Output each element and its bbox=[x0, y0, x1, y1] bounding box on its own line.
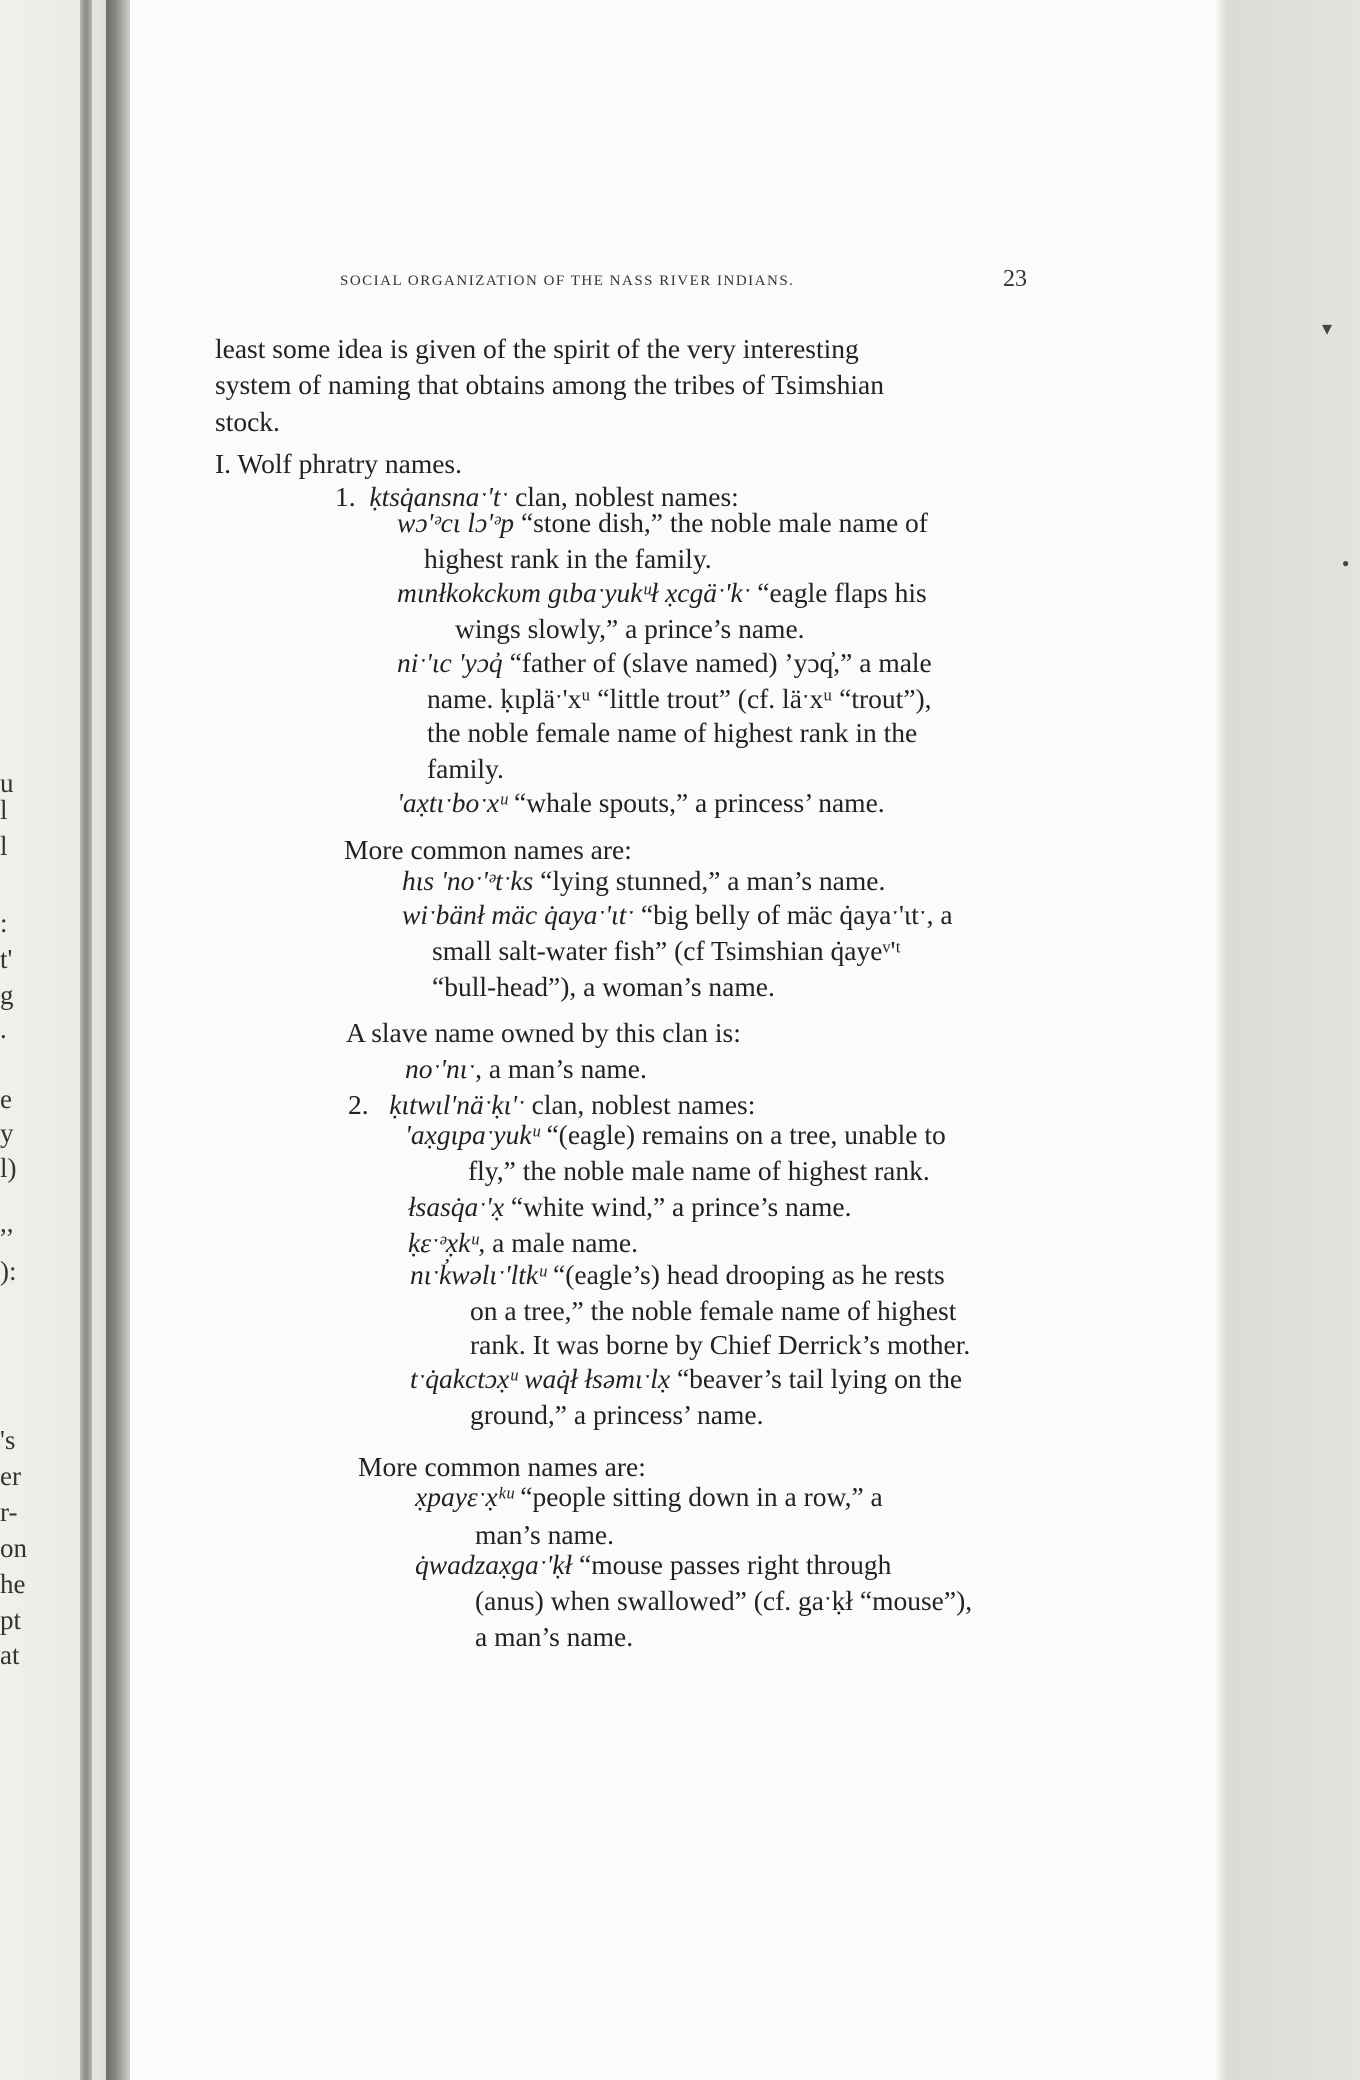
gloss-continuation: wings slowly,” a prince’s name. bbox=[455, 613, 805, 644]
clan-heading bbox=[348, 1088, 755, 1122]
name-entry bbox=[408, 1190, 851, 1224]
edge-tab-mark: ▾ bbox=[1322, 318, 1333, 340]
gloss-continuation: name. ḳιpläˑ'xᵘ “little trout” (cf. läˑxᵘ “trout”), bbox=[427, 683, 932, 714]
left-page-fragment: he bbox=[0, 1569, 26, 1599]
subheading: More common names are: bbox=[344, 834, 632, 865]
gloss-continuation: man’s name. bbox=[475, 1519, 614, 1550]
left-page-fragment: u bbox=[0, 768, 14, 798]
left-page-fragment: l) bbox=[0, 1153, 17, 1183]
left-page-fragment: t' bbox=[0, 944, 13, 974]
clan-heading-text: clan, noblest names: bbox=[508, 481, 739, 512]
native-term: 'ax̣tιˑboˑxᵘ bbox=[397, 787, 508, 818]
gloss-continuation: (anus) when swallowed” (cf. gaˑḳł “mouse”), bbox=[475, 1585, 973, 1616]
native-term: wɔ'ᵊcι lɔ'ᵊp bbox=[397, 507, 515, 538]
subheading: A slave name owned by this clan is: bbox=[346, 1017, 741, 1048]
name-entry bbox=[415, 1480, 883, 1514]
right-page-edge bbox=[1229, 0, 1360, 2080]
clan-number: 1. bbox=[335, 481, 356, 512]
gloss: “(eagle’s) head drooping as he rests bbox=[546, 1259, 945, 1290]
left-page-fragment: l bbox=[0, 831, 8, 861]
gloss: “(eagle) remains on a tree, unable to bbox=[539, 1119, 946, 1150]
native-term: łsasq̇aˑ'x̣ bbox=[408, 1191, 505, 1222]
gloss-continuation: small salt-water fish” (cf Tsimshian q̇ayeᵛ'ᵗ bbox=[432, 935, 901, 966]
left-page-fragment: ): bbox=[0, 1256, 17, 1286]
running-head: SOCIAL ORGANIZATION OF THE NASS RIVER INDIANS. bbox=[340, 273, 795, 289]
intro-line: least some idea is given of the spirit of the very interesting bbox=[215, 333, 859, 364]
gloss: “eagle flaps his bbox=[750, 577, 927, 608]
left-page-fragment: : bbox=[0, 908, 8, 938]
gloss-continuation: family. bbox=[427, 753, 504, 784]
book-gutter bbox=[106, 0, 130, 2080]
page-edge-shadow bbox=[1215, 0, 1229, 2080]
gloss: , a man’s name. bbox=[475, 1053, 647, 1084]
page-number: 23 bbox=[1003, 266, 1027, 292]
name-entry bbox=[397, 576, 927, 610]
native-term: mιnłkokckυm gιbaˑyukᵘł x̣cgäˑ'kˑ bbox=[397, 577, 751, 608]
left-page-fragment: 's bbox=[0, 1425, 16, 1455]
native-term: x̣payεˑx̣ᵏᵘ bbox=[415, 1481, 514, 1512]
native-term: wiˑbänł mäc q̇ayaˑ'ιtˑ bbox=[402, 899, 634, 930]
native-term: nιˑk̓wəlιˑ'ltkᵘ bbox=[410, 1259, 547, 1290]
clan-name: ḳιtwιl'näˑḳι'ˑ bbox=[389, 1089, 525, 1120]
left-page-fragment: ,, bbox=[0, 1208, 14, 1238]
name-entry bbox=[402, 864, 885, 898]
gloss: “stone dish,” the noble male name of bbox=[514, 507, 928, 538]
gloss-continuation: highest rank in the family. bbox=[424, 543, 712, 574]
intro-line: stock. bbox=[215, 406, 280, 437]
left-page-fragment: . bbox=[0, 1014, 7, 1044]
gloss: “whale spouts,” a princess’ name. bbox=[507, 787, 885, 818]
name-entry bbox=[397, 646, 932, 680]
gloss-continuation: the noble female name of highest rank in the bbox=[427, 717, 918, 748]
clan-number: 2. bbox=[348, 1089, 369, 1120]
left-page-fragment: at bbox=[0, 1640, 20, 1670]
gloss-continuation: “bull-head”), a woman’s name. bbox=[432, 971, 775, 1002]
gloss: “people sitting down in a row,” a bbox=[513, 1481, 883, 1512]
gloss: “mouse passes right through bbox=[572, 1549, 892, 1580]
name-entry bbox=[405, 1118, 946, 1152]
gloss-continuation: on a tree,” the noble female name of highest bbox=[470, 1295, 957, 1326]
gloss: “father of (slave named) ’yɔq̓,” a male bbox=[502, 647, 932, 678]
gloss: “white wind,” a prince’s name. bbox=[504, 1191, 852, 1222]
left-page-fragment: r- bbox=[0, 1497, 18, 1527]
native-term: noˑ'nιˑ bbox=[405, 1053, 476, 1084]
left-page-spine bbox=[80, 0, 92, 2080]
clan-name: ḳtsq̇ansnaˑ'tˑ bbox=[369, 481, 509, 512]
gloss: “beaver’s tail lying on the bbox=[670, 1363, 963, 1394]
native-term: tˑq̇akctɔx̣ᵘ waq̇ł łsəmιˑlx̣ bbox=[410, 1363, 671, 1394]
left-page-fragment: on bbox=[0, 1533, 27, 1563]
gloss-continuation: ground,” a princess’ name. bbox=[470, 1399, 764, 1430]
left-page-fragment: pt bbox=[0, 1605, 22, 1635]
name-entry bbox=[397, 506, 928, 540]
intro-line: system of naming that obtains among the tribes of Tsimshian bbox=[215, 369, 884, 400]
left-page-fragment: e bbox=[0, 1084, 12, 1114]
edge-dot-mark: ● bbox=[1342, 556, 1350, 570]
left-page-fragment: g bbox=[0, 980, 14, 1010]
clan-heading-text: clan, noblest names: bbox=[524, 1089, 756, 1120]
name-entry bbox=[410, 1362, 962, 1396]
name-entry bbox=[405, 1052, 647, 1086]
gloss: “lying stunned,” a man’s name. bbox=[533, 865, 886, 896]
gloss-continuation: fly,” the noble male name of highest rank. bbox=[468, 1155, 930, 1186]
native-term: 'ax̣gιpaˑyukᵘ bbox=[405, 1119, 540, 1150]
gloss: , a male name. bbox=[478, 1227, 638, 1258]
native-term: ḳεˑᵊx̣kᵘ bbox=[408, 1227, 479, 1258]
native-term: hιs 'noˑ'ᵊtˑks bbox=[402, 865, 534, 896]
name-entry bbox=[397, 786, 885, 820]
left-page-fragment: l bbox=[0, 795, 8, 825]
gloss-continuation: a man’s name. bbox=[475, 1621, 634, 1652]
native-term: niˑ'ιc 'yɔq̓ bbox=[397, 647, 503, 678]
gloss: “big belly of mäc q̇ayaˑ'ιtˑ, a bbox=[633, 899, 953, 930]
gloss-continuation: rank. It was borne by Chief Derrick’s mother. bbox=[470, 1329, 971, 1360]
name-entry bbox=[410, 1258, 945, 1292]
section-title: I. Wolf phratry names. bbox=[215, 448, 463, 479]
native-term: q̇wadzax̣gaˑ'ḳł bbox=[415, 1549, 573, 1580]
left-page-fragment: y bbox=[0, 1118, 14, 1148]
name-entry bbox=[415, 1548, 891, 1582]
name-entry bbox=[408, 1226, 638, 1260]
name-entry bbox=[402, 898, 953, 932]
subheading: More common names are: bbox=[358, 1451, 646, 1482]
left-page-fragment: er bbox=[0, 1461, 21, 1491]
